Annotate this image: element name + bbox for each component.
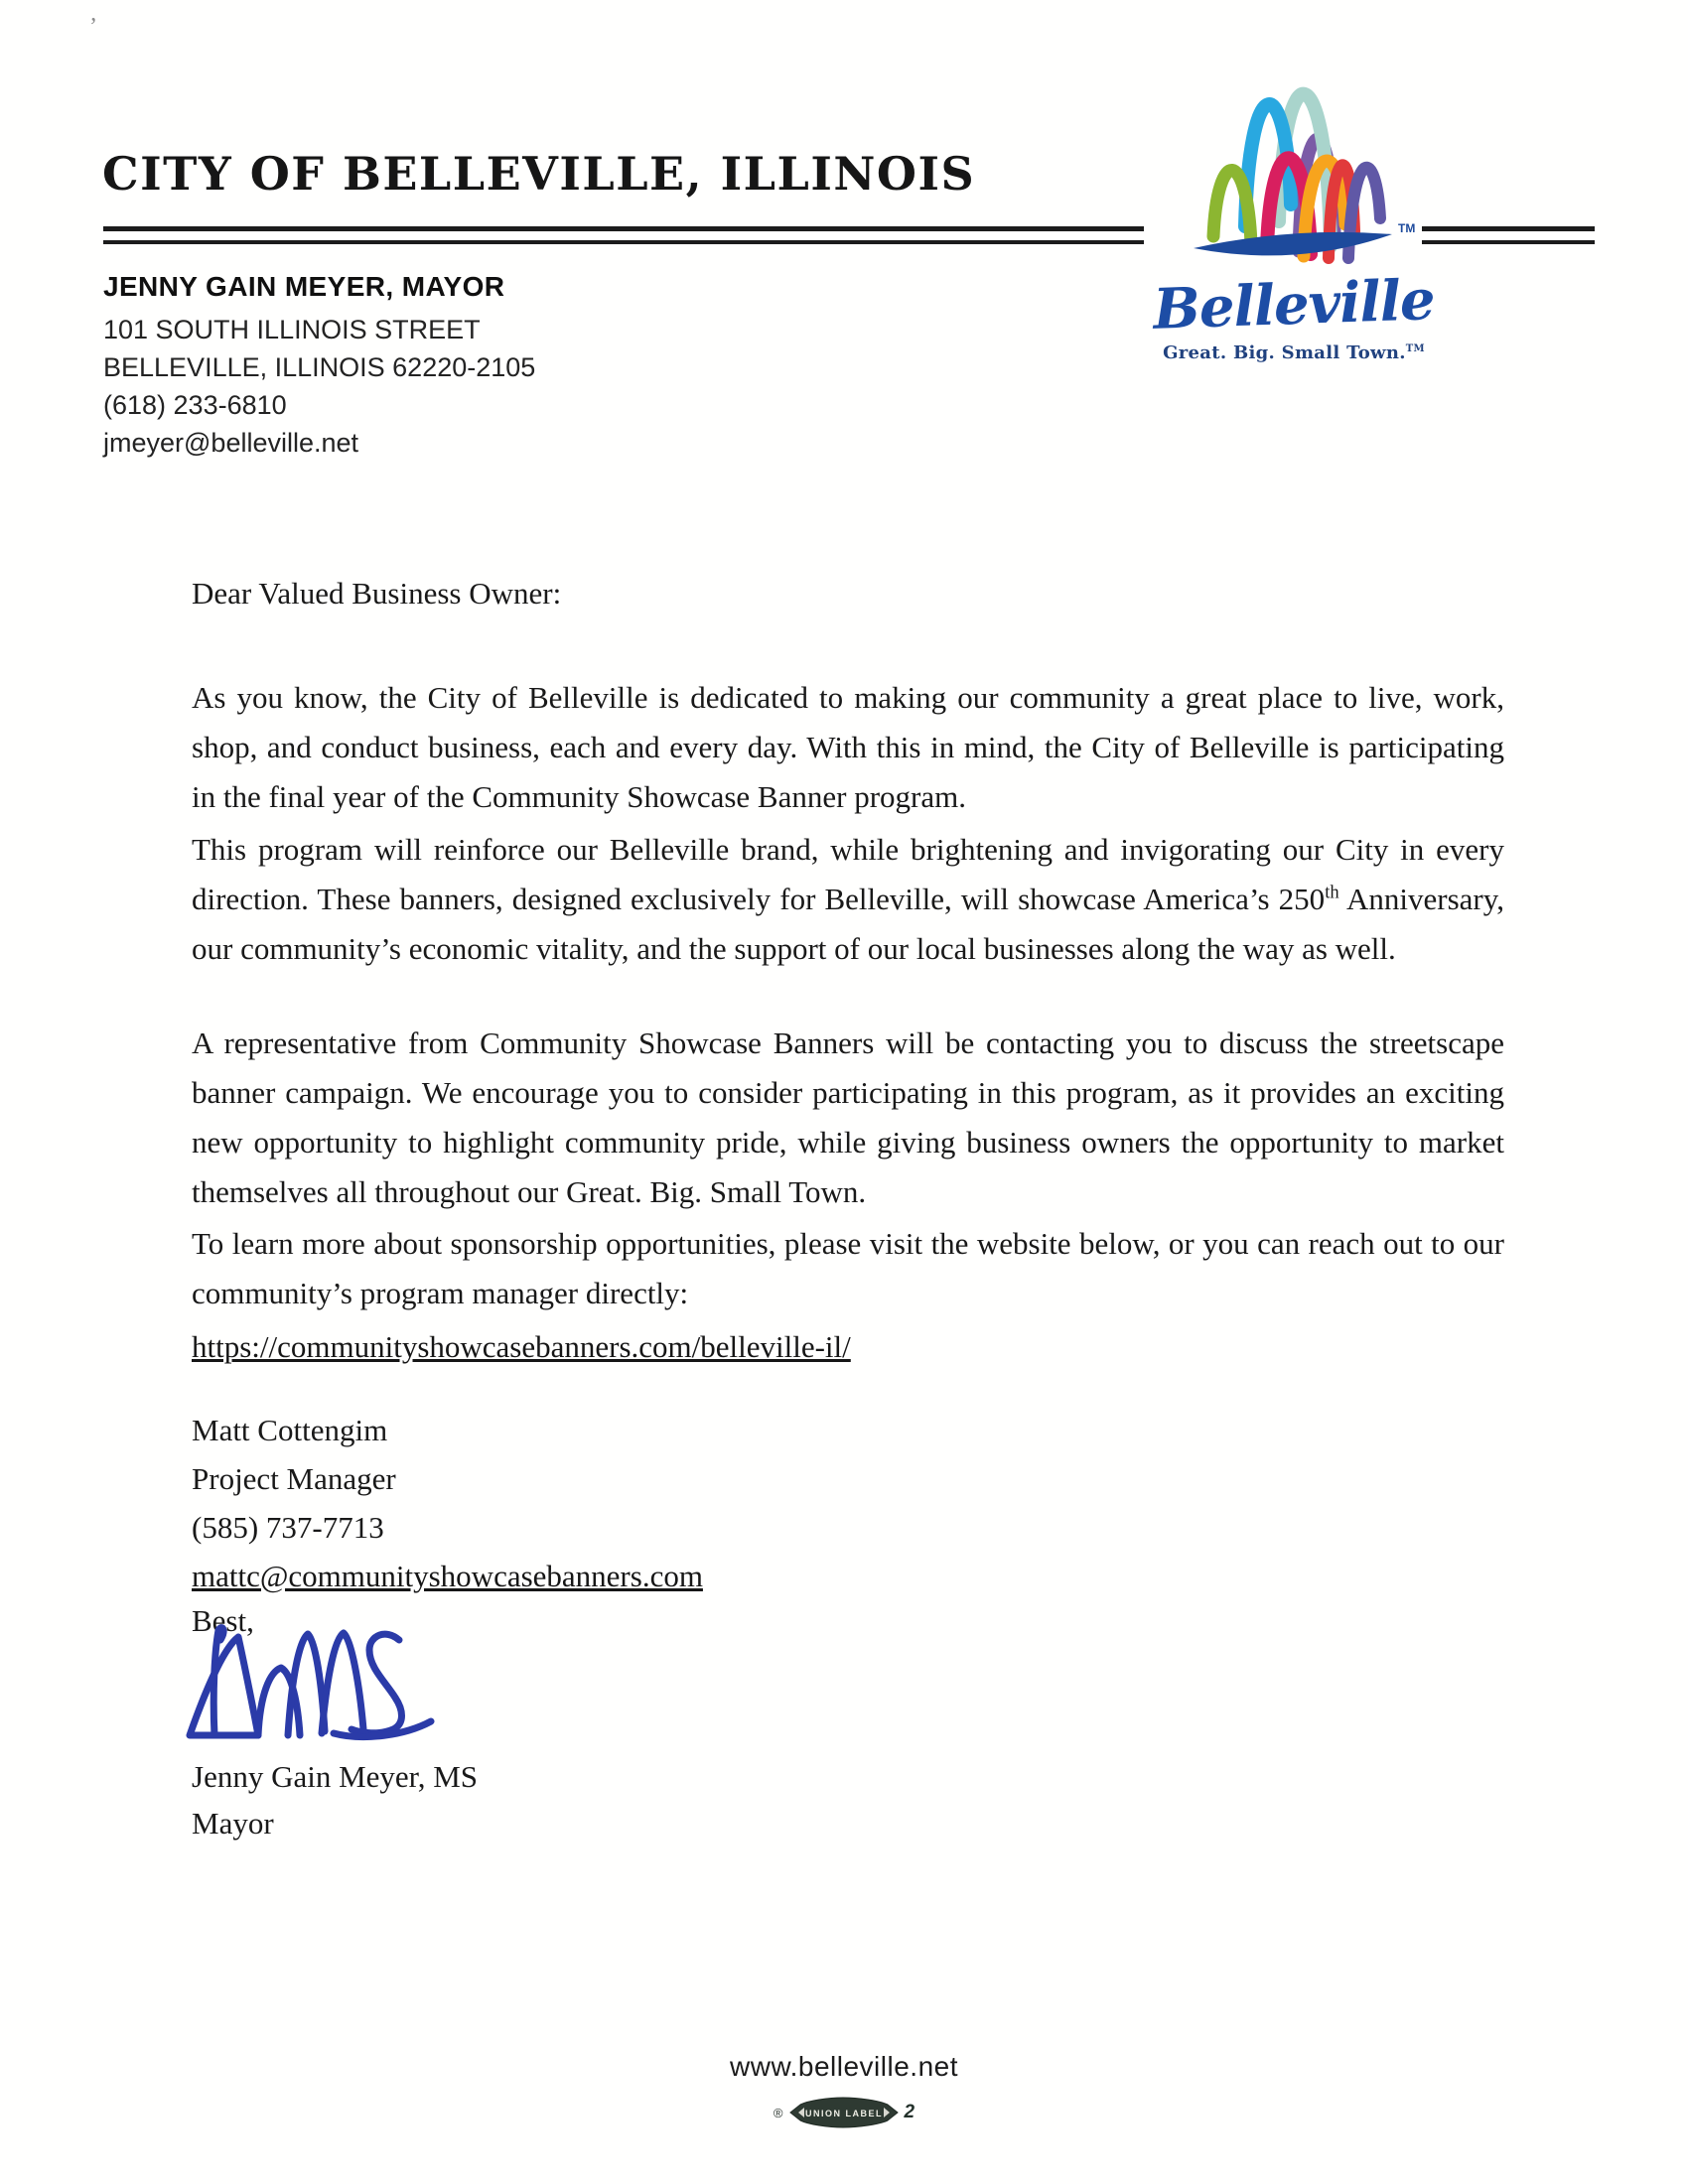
sponsorship-link-line	[192, 1322, 1504, 1372]
page-title: CITY OF BELLEVILLE, ILLINOIS	[102, 147, 976, 201]
header-rule-right	[1422, 226, 1595, 244]
program-manager-contact	[192, 1406, 1504, 1600]
signature-stroke-arch1	[288, 1634, 325, 1735]
logo-wordmark: Belleville	[1152, 267, 1436, 342]
contact-title: Project Manager	[192, 1461, 396, 1496]
tagline-tm-mark: TM	[1405, 342, 1425, 354]
paragraph-2-text-cont: Anniversary, our community’s economic vitality, and the support of our local businesses along the way as well.	[192, 882, 1504, 966]
sender-address-block	[103, 268, 535, 462]
logo-tagline-text: Great. Big. Small Town.	[1163, 341, 1406, 363]
scan-artifact-mark: ’	[89, 14, 97, 40]
logo-tm-mark: TM	[1398, 221, 1416, 235]
header-rule-left	[103, 226, 1144, 244]
contact-phone: (585) 737-7713	[192, 1510, 384, 1545]
contact-email-link[interactable]: mattc@communityshowcasebanners.com	[192, 1559, 703, 1593]
sender-street: 101 SOUTH ILLINOIS STREET	[103, 315, 481, 344]
union-label-bug-icon	[788, 2097, 900, 2128]
contact-name: Matt Cottengim	[192, 1413, 388, 1447]
paragraph-1: As you know, the City of Belleville is dedicated to making our community a great place to live, work, shop, and conduct business, each and every day. With this in mind, the City of Belleville is participating in the final year of the Community Showcase Banner program.	[192, 680, 1504, 814]
sender-city: BELLEVILLE, ILLINOIS 62220-2105	[103, 352, 536, 382]
signer-block	[192, 1753, 1504, 1846]
sender-phone: (618) 233-6810	[103, 390, 287, 420]
union-label-row	[0, 2097, 1688, 2128]
paragraph-4: To learn more about sponsorship opportunities, please visit the website below, or you can reach out to our community’s program manager directly:	[192, 1226, 1504, 1310]
salutation: Dear Valued Business Owner:	[192, 576, 562, 611]
closing: Best,	[192, 1603, 254, 1638]
logo-tagline	[1140, 342, 1448, 363]
logo-swoosh	[1194, 232, 1392, 256]
mayor-name: JENNY GAIN MEYER, MAYOR	[103, 271, 505, 302]
registered-mark: ®	[773, 2105, 783, 2120]
belleville-logo	[1140, 77, 1448, 363]
signature-stroke-arch2	[322, 1633, 363, 1733]
signer-title: Mayor	[192, 1806, 274, 1841]
paragraph-3: A representative from Community Showcase Banners will be contacting you to discuss the streetscape banner campaign. We encourage you to consider participating in this program, as it provides an exciting new opportunity to highlight community pride, while giving business owners the opportunity to market themselves all throughout our Great. Big. Small Town.	[192, 1025, 1504, 1209]
svg-text:UNION LABEL: UNION LABEL	[804, 2109, 883, 2118]
footer-website: www.belleville.net	[730, 2051, 958, 2082]
sender-email: jmeyer@belleville.net	[103, 428, 359, 458]
arch-green	[1213, 170, 1251, 244]
signature-stroke-stem	[213, 1628, 223, 1735]
ordinal-suffix: th	[1325, 882, 1339, 903]
signature-stroke-triangle	[190, 1637, 258, 1735]
mayor-signature	[185, 1624, 445, 1745]
paragraph-2	[192, 825, 1504, 974]
sponsorship-link[interactable]: https://communityshowcasebanners.com/belleville-il/	[192, 1329, 851, 1364]
union-bug-number: 2	[904, 2102, 915, 2122]
paragraph-2-text: This program will reinforce our Belleville brand, while brightening and invigorating our City in every direction. These banners, designed exclusively for Belleville, will showcase America’s 250	[192, 832, 1504, 916]
signer-name: Jenny Gain Meyer, MS	[192, 1759, 479, 1794]
fountain-arches-icon	[1170, 77, 1418, 276]
